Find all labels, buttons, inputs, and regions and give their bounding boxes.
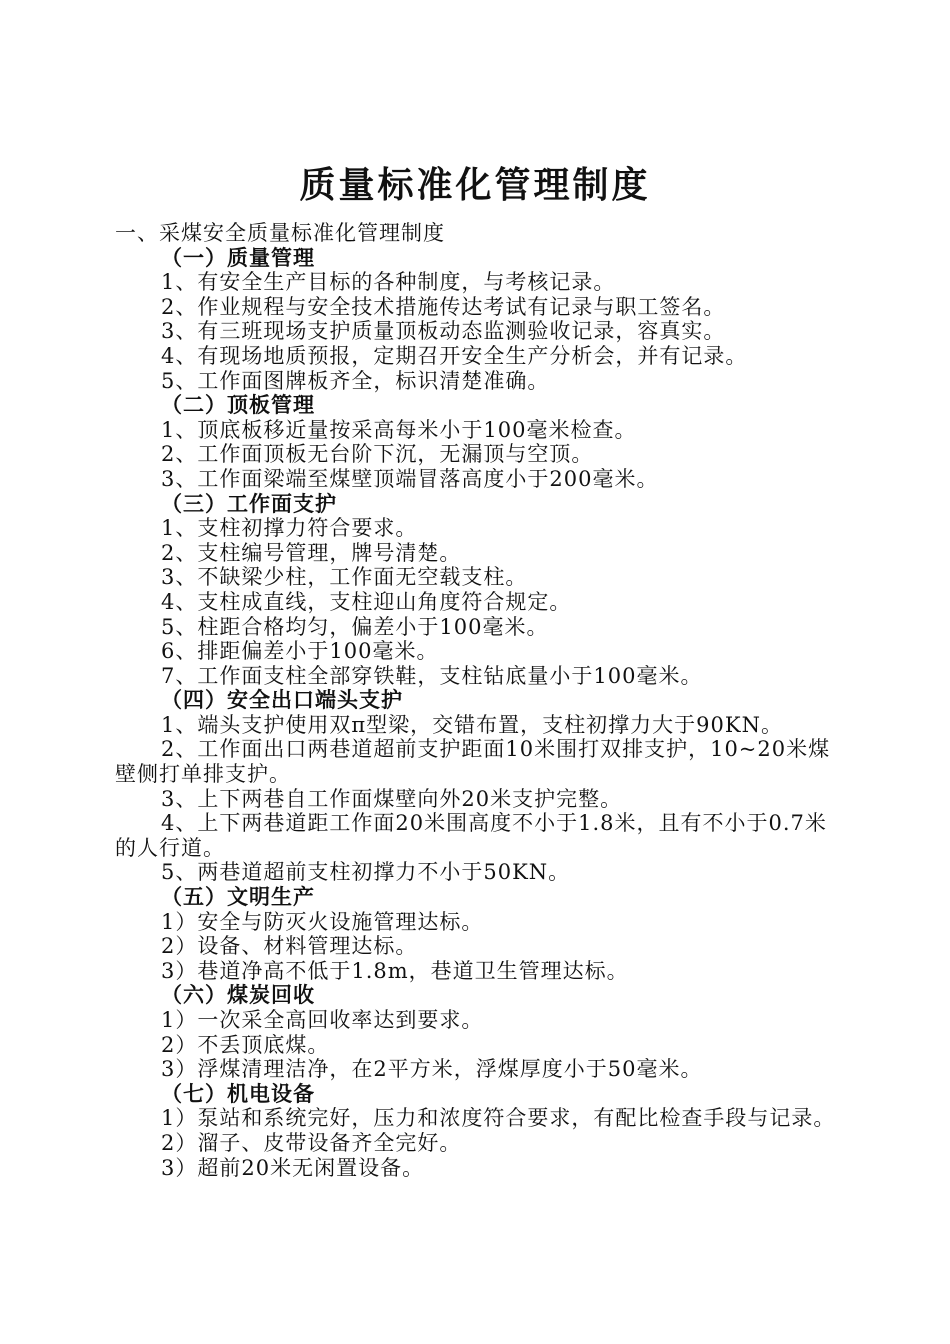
list-item: 3）浮煤清理洁净，在2平方米，浮煤厚度小于50毫米。 bbox=[161, 1057, 703, 1082]
list-item: 4、有现场地质预报，定期召开安全生产分析会，并有记录。 bbox=[161, 343, 748, 368]
section-heading: 一、采煤安全质量标准化管理制度 bbox=[115, 221, 445, 245]
list-item: 1、支柱初撑力符合要求。 bbox=[161, 516, 418, 541]
list-item: 2）不丢顶底煤。 bbox=[161, 1032, 330, 1057]
list-item: 3、工作面梁端至煤壁顶端冒落高度小于200毫米。 bbox=[161, 466, 659, 491]
document-body bbox=[115, 221, 840, 1180]
list-item: 3、不缺梁少柱，工作面无空载支柱。 bbox=[161, 565, 528, 590]
list-item: 2、作业规程与安全技术措施传达考试有记录与职工签名。 bbox=[161, 294, 726, 319]
list-item: 1）泵站和系统完好，压力和浓度符合要求，有配比检查手段与记录。 bbox=[161, 1106, 836, 1131]
list-item: 1、顶底板移近量按采高每米小于100毫米检查。 bbox=[161, 417, 637, 442]
document-title: 质量标准化管理制度 bbox=[299, 165, 651, 206]
list-item: 1、端头支护使用双π型梁，交错布置，支柱初撑力大于90KN。 bbox=[161, 712, 783, 737]
list-item: 2、工作面出口两巷道超前支护距面10米围打双排支护，10~20米煤壁侧打单排支护。 bbox=[115, 737, 831, 787]
subsection-title: （二）顶板管理 bbox=[161, 393, 315, 418]
list-item: 3）巷道净高不低于1.8m，巷道卫生管理达标。 bbox=[161, 958, 629, 983]
subsection-title: （五）文明生产 bbox=[161, 885, 315, 910]
list-item: 2）溜子、皮带设备齐全完好。 bbox=[161, 1130, 462, 1155]
list-item: 4、上下两巷道距工作面20米围高度不小于1.8米，且有不小于0.7米的人行道。 bbox=[115, 811, 827, 860]
subsection-title: （六）煤炭回收 bbox=[161, 983, 315, 1008]
list-item: 2）设备、材料管理达标。 bbox=[161, 934, 418, 959]
list-item: 2、支柱编号管理，牌号清楚。 bbox=[161, 540, 462, 565]
list-item: 3、有三班现场支护质量顶板动态监测验收记录，容真实。 bbox=[161, 319, 726, 344]
list-item: 3）超前20米无闲置设备。 bbox=[161, 1155, 425, 1180]
list-item: 7、工作面支柱全部穿铁鞋，支柱钻底量小于100毫米。 bbox=[161, 663, 703, 688]
list-item: 6、排距偏差小于100毫米。 bbox=[161, 639, 439, 664]
list-item: 1、有安全生产目标的各种制度，与考核记录。 bbox=[161, 270, 616, 295]
list-item: 2、工作面顶板无台阶下沉，无漏顶与空顶。 bbox=[161, 442, 594, 467]
list-item: 1）安全与防灭火设施管理达标。 bbox=[161, 909, 484, 934]
list-item: 4、支柱成直线，支柱迎山角度符合规定。 bbox=[161, 589, 572, 614]
subsection-title: （七）机电设备 bbox=[161, 1081, 315, 1106]
subsection-title: （一）质量管理 bbox=[161, 245, 315, 270]
list-item: 1）一次采全高回收率达到要求。 bbox=[161, 1008, 484, 1032]
list-item: 5、工作面图牌板齐全，标识清楚准确。 bbox=[161, 368, 550, 393]
subsection-title: （三）工作面支护 bbox=[161, 491, 337, 516]
list-item: 5、两巷道超前支柱初撑力不小于50KN。 bbox=[161, 860, 571, 885]
subsection-title: （四）安全出口端头支护 bbox=[161, 688, 403, 713]
list-item: 5、柱距合格均匀，偏差小于100毫米。 bbox=[161, 614, 549, 639]
list-item: 3、上下两巷自工作面煤壁向外20米支护完整。 bbox=[161, 786, 623, 811]
